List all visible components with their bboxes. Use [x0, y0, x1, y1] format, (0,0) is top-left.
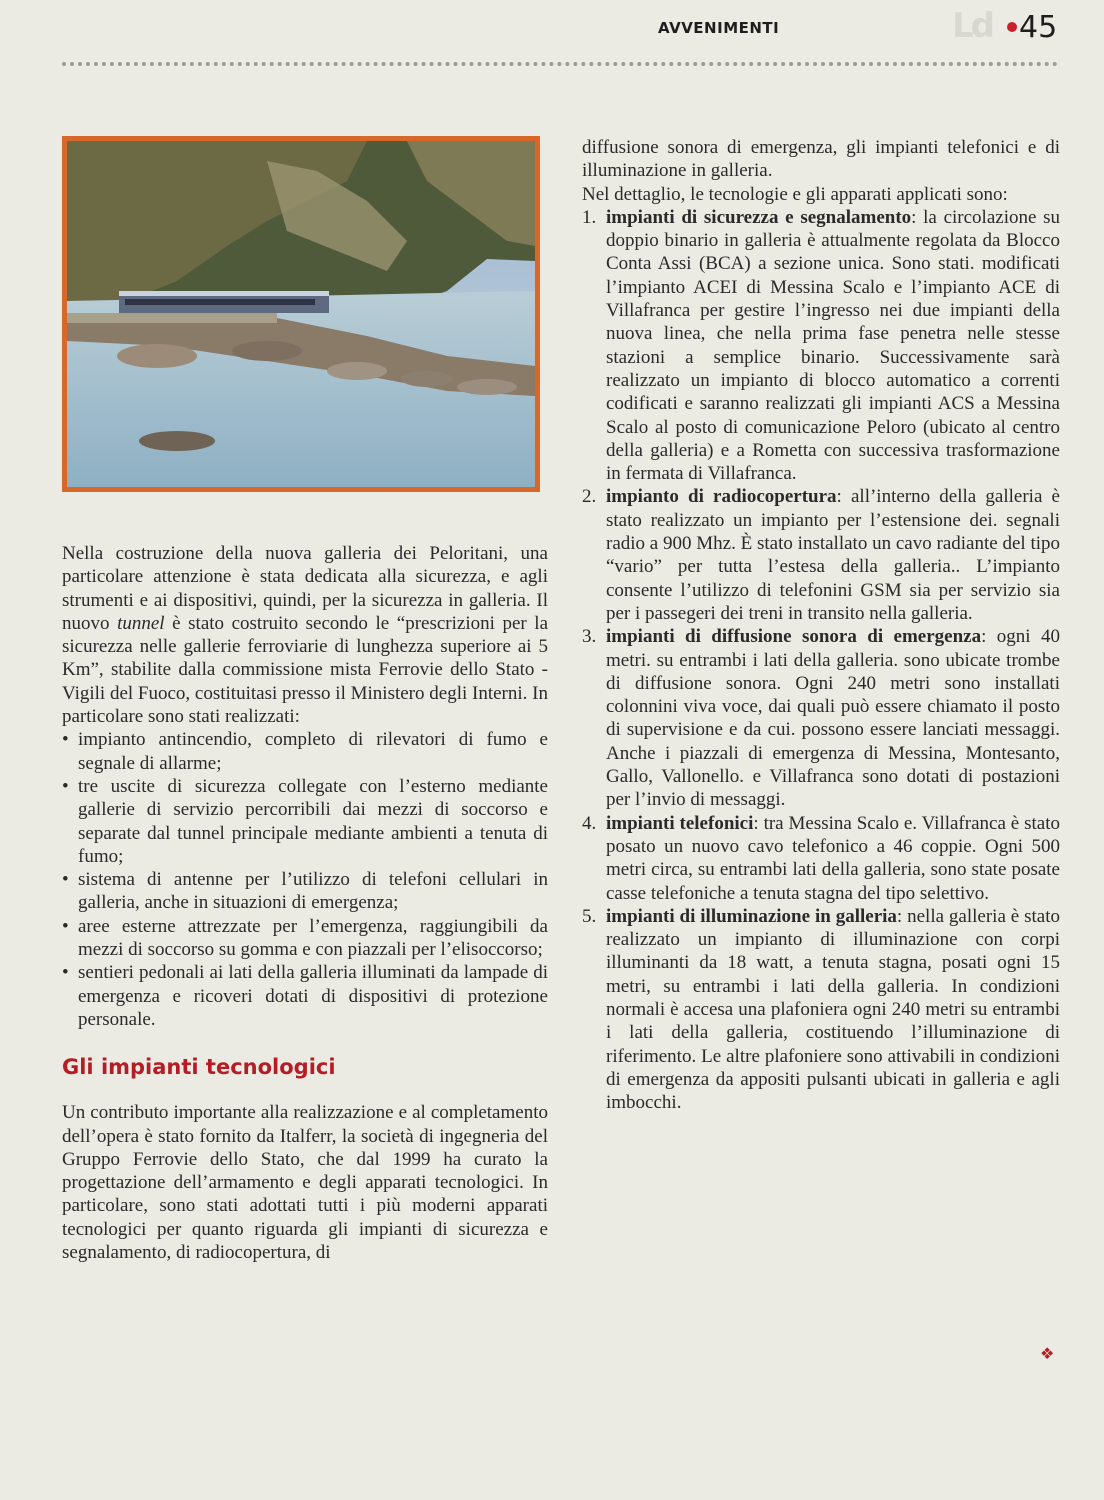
item-number: 2.: [582, 486, 597, 508]
page-header: [0, 0, 1104, 80]
header-bullet-dot: [1007, 22, 1017, 32]
item-number: 5.: [582, 905, 597, 927]
intro-text-after: è stato costruito secondo le “prescrizioni per la sicurezza nelle gallerie ferroviarie di lunghezza superiore ai 5 Km”, stabilite dalla commissione mista Ferrovie dello Stato - Vigili del Fuoco, costituitasi presso il Ministero degli Interni. In particolare sono stati realizzati:: [62, 612, 549, 728]
list-item: [62, 728, 548, 775]
magazine-logo: Ld: [952, 6, 993, 46]
item-number: 3.: [582, 626, 597, 648]
item-text: : tra Messina Scalo e. Villafranca è stato posato un nuovo cavo telefonico a 46 coppie. Ogni 500 metri circa, su entrambi lati della galleria, sono state posate casse telefoniche a tenuta stagna del tipo selettivo.: [606, 812, 1060, 904]
bullet-text: aree esterne attrezzate per l’emergenza, raggiungibili da mezzi di soccorso su gomma e con piazzali per l’elisoccorso;: [78, 915, 548, 961]
list-item: [62, 868, 548, 915]
technology-list: [582, 206, 1060, 1115]
bullet-icon: •: [62, 962, 69, 984]
intro-text-before: Nella costruzione della nuova galleria dei Peloritani, una particolare attenzione è stata dedicata alla sicurezza, e agli strumenti e ai dispositivi, quindi, per la sicurezza in galleria. Il nuovo: [62, 543, 548, 634]
section-name: AVVENIMENTI: [658, 19, 780, 37]
bullet-icon: •: [62, 729, 69, 751]
section-subheading: Gli impianti tecnologici: [62, 1055, 336, 1080]
item-number: 1.: [582, 206, 597, 228]
item-text: : ogni 40 metri. su entrambi i lati della galleria. sono ubicate trombe di diffusione sonora. Ogni 240 metri sono installati colonnini viva voce, dai quali può essere chiamato il posto di supervisione e da cui. possono essere lanciati messaggi. Anche i piazzali di emergenza di Messina, Montesanto, Gallo, Vallonello. e Villafranca sono dotati di postazioni per l’invio di messaggi.: [606, 626, 1061, 811]
right-column: [582, 136, 1060, 1114]
right-intro-paragraph: diffusione sonora di emergenza, gli impianti telefonici e di illuminazione in galleria.: [582, 137, 1060, 182]
list-item: [62, 961, 548, 1031]
item-term: impianti di diffusione sonora di emergenza: [606, 626, 982, 648]
bullet-text: sentieri pedonali ai lati della galleria illuminati da lampade di emergenza e ricoveri dotati di dispositivi di protezione personale.: [78, 962, 548, 1030]
right-lead-paragraph: Nel dettaglio, le tecnologie e gli apparati applicati sono:: [582, 183, 1008, 205]
closing-paragraph: Un contributo importante alla realizzazione e al completamento dell’opera è stato fornito da Italferr, la società di ingegneria del Gruppo Ferrovie dello Stato, che dal 1999 ha curato la progettazione dell’armamento e degli apparati tecnologici. In particolare, sono stati adottati tutti i più moderni apparati tecnologici per quanto riguarda gli impianti di sicurezza e segnalamento, di radiocopertura, di: [62, 1102, 548, 1264]
bullet-icon: •: [62, 915, 69, 937]
list-item: [582, 905, 1060, 1115]
intro-italic-word: tunnel: [117, 612, 165, 634]
list-item: [582, 485, 1060, 625]
item-term: impianti di illuminazione in galleria: [606, 905, 897, 927]
list-item: [582, 812, 1060, 905]
article-photo: [62, 136, 540, 492]
bullet-text: tre uscite di sicurezza collegate con l’esterno mediante gallerie di servizio percorribili dai mezzi di soccorso e separate dal tunnel principale mediante ambienti a tenuta di fumo;: [78, 775, 548, 867]
list-item: [62, 775, 548, 868]
list-item: [582, 206, 1060, 486]
item-text: : la circolazione su doppio binario in galleria è attualmente regolata da Blocco Conta Assi (BCA) a sezione unica. Sono stati. modificati l’impianto ACEI di Messina Scalo e l’impianto ACE di Villafranca per gestire l’ingresso nei due impianti della nuova linea, che nella prima fase penetra nelle stesse stazioni a semplice binario. Successivamente sarà realizzato un impianto di blocco automatico a correnti codificati e saranno realizzati gli impianti ACS a Messina Scalo al posto di comunicazione Peloro (ubicato al centro della galleria) e a Rometta con successiva trasformazione in fermata di Villafranca.: [606, 206, 1061, 485]
bullet-icon: •: [62, 869, 69, 891]
safety-bullet-list: [62, 728, 548, 1031]
item-term: impianti di sicurezza e segnalamento: [606, 206, 912, 228]
bullet-icon: •: [62, 775, 69, 797]
header-divider: [62, 62, 1058, 66]
left-column: [62, 542, 548, 1264]
item-text: : all’interno della galleria è stato realizzato un impianto per l’estensione dei. segnali radio a 900 Mhz. È stato installato un cavo radiante del tipo “vario” per tutta l’estesa della galleria.. L’impianto consente l’utilizzo di telefonini GSM sia per servizio sia per i passegeri dei treni in transito nella galleria.: [606, 486, 1060, 624]
bullet-text: sistema di antenne per l’utilizzo di telefoni cellulari in galleria, anche in situazioni di emergenza;: [78, 869, 548, 914]
item-term: impianti telefonici: [606, 812, 754, 834]
photo-train-along-coast: [67, 141, 535, 487]
end-of-article-icon: ❖: [1040, 1344, 1055, 1363]
list-item: [582, 625, 1060, 811]
item-term: impianto di radiocopertura: [606, 486, 837, 508]
intro-paragraph: [62, 542, 548, 728]
item-text: : nella galleria è stato realizzato un impianto di illuminazione con corpi illuminanti da 18 watt, a tenuta stagna, posati ogni 15 metri, su entrambi i lati della galleria. In condizioni normali è accesa una plafoniera ogni 240 metri su entrambi i lati della galleria, costituendo l’illuminazione di riferimento. Le altre plafoniere sono attivabili in condizioni di emergenza da appositi pulsanti ubicati in galleria e agli imbocchi.: [606, 905, 1061, 1114]
page-number: 45: [1019, 10, 1058, 45]
item-number: 4.: [582, 812, 597, 834]
list-item: [62, 915, 548, 962]
bullet-text: impianto antincendio, completo di rilevatori di fumo e segnale di allarme;: [78, 729, 548, 774]
